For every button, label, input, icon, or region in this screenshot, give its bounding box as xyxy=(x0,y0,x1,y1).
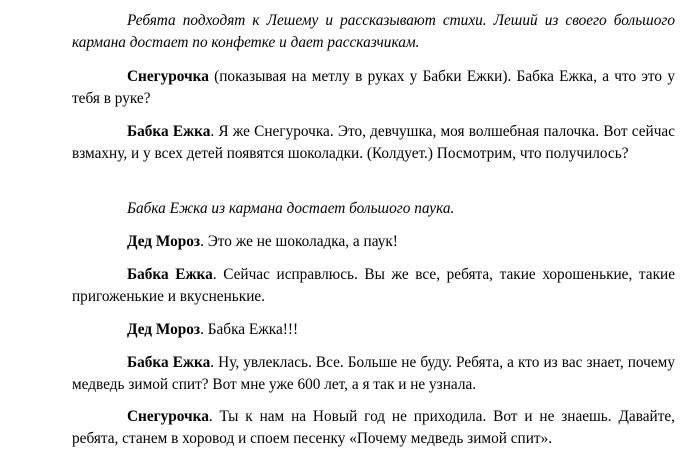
dialogue-text: . Сейчас исправлюсь. Вы же все, ребята, такие хорошенькие, такие пригоженькие и вкусненькие. xyxy=(72,266,675,305)
dialogue-line xyxy=(72,406,675,450)
speaker-name: Бабка Ежка xyxy=(127,354,211,371)
dialogue-line xyxy=(72,319,675,341)
speaker-name: Дед Мороз xyxy=(127,321,201,338)
stage-direction-text: Бабка Ежка из кармана достает большого паука. xyxy=(127,200,455,217)
speaker-name: Бабка Ежка xyxy=(127,123,211,140)
dialogue-text: . Ну, увлеклась. Все. Больше не буду. Ребята, а кто из вас знает, почему медведь зимой спит? Вот мне уже 600 лет, а я так и не узнала. xyxy=(72,354,675,393)
dialogue-line xyxy=(72,121,675,165)
speaker-name: Бабка Ежка xyxy=(127,266,213,283)
dialogue-text: . Ты к нам на Новый год не приходила. Вот и не знаешь. Давайте, ребята, станем в хоровод и споем песенку «Почему медведь зимой спит». xyxy=(72,408,675,447)
speaker-name: Дед Мороз xyxy=(127,233,201,250)
dialogue-line xyxy=(72,231,675,253)
speaker-name: Снегурочка xyxy=(127,408,209,425)
dialogue-line xyxy=(72,66,675,110)
dialogue-line xyxy=(72,352,675,396)
speaker-name: Снегурочка xyxy=(127,68,209,85)
dialogue-text: . Я же Снегурочка. Это, девчушка, моя волшебная палочка. Вот сейчас взмахну, и у всех детей появятся шоколадки. (Колдует.) Посмотрим, что получилось? xyxy=(72,123,675,162)
stage-direction xyxy=(72,198,675,220)
dialogue-line xyxy=(72,264,675,308)
dialogue-text: (показывая на метлу в руках у Бабки Ежки). Бабка Ежка, а что это у тебя в руке? xyxy=(72,68,675,107)
stage-direction-text: Ребята подходят к Лешему и рассказывают стихи. Леший из своего большого кармана достает по конфетке и дает рассказчикам. xyxy=(72,12,675,51)
dialogue-text: . Это же не шоколадка, а паук! xyxy=(200,233,398,250)
stage-direction xyxy=(72,10,675,54)
dialogue-text: . Бабка Ежка!!! xyxy=(200,321,299,338)
